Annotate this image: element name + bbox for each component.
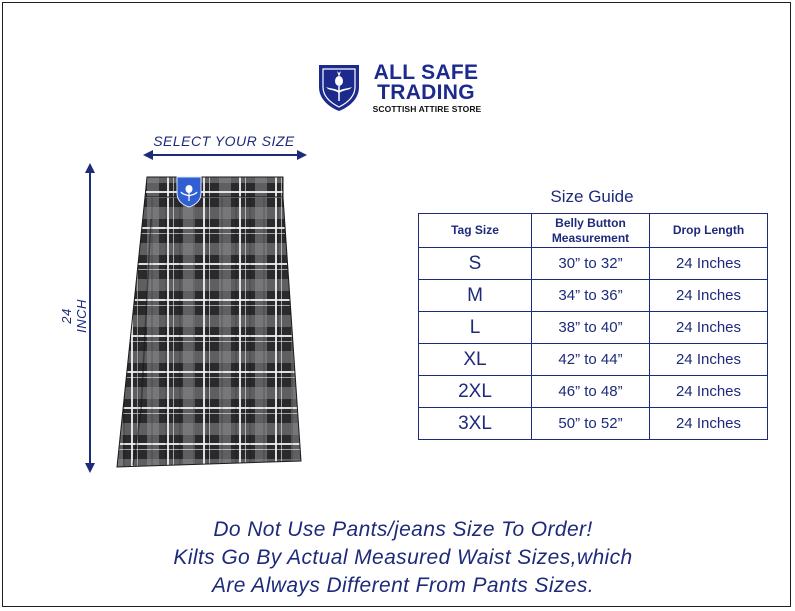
brand-tagline: SCOTTISH ATTIRE STORE	[372, 104, 482, 114]
width-arrow-icon	[143, 148, 307, 162]
notice-line-1: Do Not Use Pants/jeans Size To Order!	[213, 518, 593, 541]
size-chart-frame	[2, 2, 791, 607]
drop-length-cell: 24 Inches	[650, 312, 768, 344]
belly-measure-cell: 46” to 48”	[532, 376, 650, 408]
tag-size-cell: XL	[419, 344, 532, 376]
table-row	[419, 376, 768, 408]
belly-measure-cell: 30” to 32”	[532, 248, 650, 280]
drop-length-cell: 24 Inches	[650, 248, 768, 280]
brand-name-line1: ALL SAFE	[373, 61, 479, 84]
belly-header-line2: Measurement	[551, 230, 630, 245]
drop-length-cell: 24 Inches	[650, 376, 768, 408]
belly-measure-cell: 38” to 40”	[532, 312, 650, 344]
brand-logo	[315, 63, 505, 119]
tag-size-cell: S	[419, 248, 532, 280]
brand-name-line2: TRADING	[377, 81, 475, 104]
tag-size-cell: 2XL	[419, 376, 532, 408]
table-row	[419, 280, 768, 312]
drop-length-cell: 24 Inches	[650, 344, 768, 376]
select-size-label: SELECT YOUR SIZE	[153, 133, 295, 149]
tag-size-cell: 3XL	[419, 408, 532, 440]
belly-measure-cell: 34” to 36”	[532, 280, 650, 312]
belly-measure-cell: 42” to 44”	[532, 344, 650, 376]
belly-measure-cell: 50” to 52”	[532, 408, 650, 440]
belly-button-header	[532, 214, 650, 248]
table-row	[419, 344, 768, 376]
tag-size-header: Tag Size	[419, 214, 532, 248]
height-label: 24 INCH	[59, 299, 89, 333]
sizing-notice	[133, 516, 673, 600]
brand-name	[365, 63, 487, 103]
table-header-row	[419, 214, 768, 248]
size-guide-table	[418, 213, 768, 440]
table-row	[419, 248, 768, 280]
belly-header-line1: Belly Button	[555, 215, 626, 230]
table-row	[419, 408, 768, 440]
notice-line-3: Are Always Different From Pants Sizes.	[211, 574, 595, 597]
size-guide-title: Size Guide	[550, 187, 634, 206]
notice-line-2: Kilts Go By Actual Measured Waist Sizes,which	[173, 546, 633, 569]
kilt-image	[111, 171, 321, 481]
tag-size-cell: M	[419, 280, 532, 312]
tag-size-cell: L	[419, 312, 532, 344]
thistle-shield-icon	[317, 63, 361, 113]
drop-length-header: Drop Length	[650, 214, 768, 248]
drop-length-cell: 24 Inches	[650, 408, 768, 440]
drop-length-cell: 24 Inches	[650, 280, 768, 312]
table-row	[419, 312, 768, 344]
